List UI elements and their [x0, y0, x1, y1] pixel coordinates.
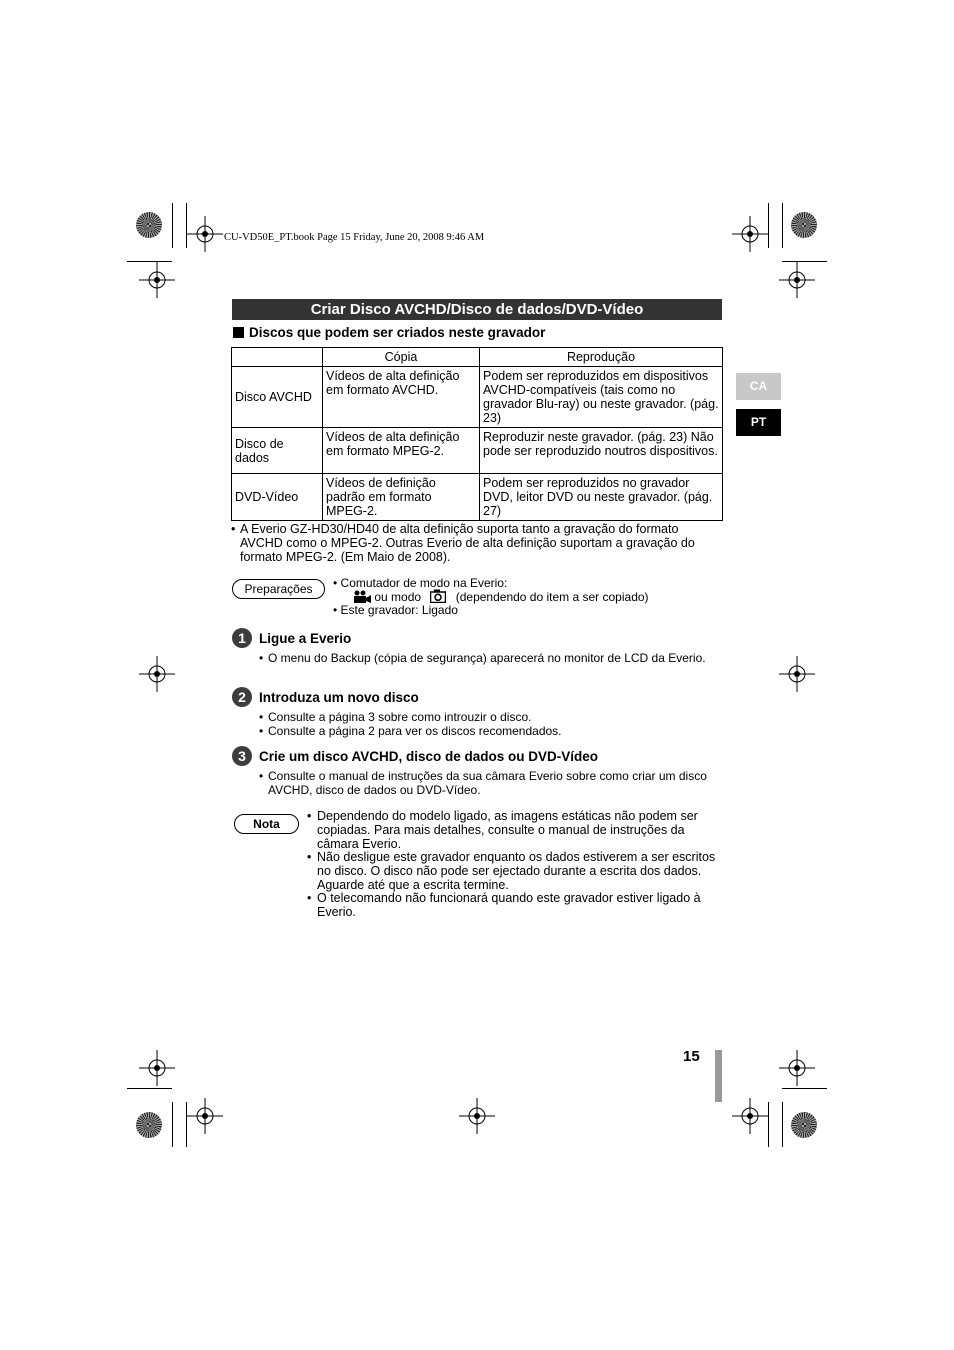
step-bullet — [259, 710, 719, 724]
bullet-icon: • — [307, 850, 312, 864]
preparations-label: Preparações — [232, 579, 325, 599]
registration-mark-icon — [187, 1098, 223, 1134]
color-rosette-icon — [136, 212, 162, 238]
bullet-icon: • — [333, 603, 338, 617]
nota-bullet — [307, 809, 721, 851]
crop-mark — [172, 1102, 173, 1147]
table-cell: Vídeos de alta definição em formato AVCHD. — [323, 367, 480, 428]
prep-mode-note: (dependendo do item a ser copiado) — [455, 590, 649, 604]
step-number-3: 3 — [232, 746, 252, 766]
table-row-head: Disco AVCHD — [232, 367, 323, 428]
crop-mark — [768, 1102, 769, 1147]
subheading — [233, 325, 545, 340]
nota-bullet-text: Não desligue este gravador enquanto os dados estiverem a ser escritos no disco. O disco não pode ser ejectado durante a escrita dos dados. Aguarde até que a escrita termine. — [317, 850, 716, 892]
step-title-3: Crie um disco AVCHD, disco de dados ou DVD-Vídeo — [259, 749, 599, 764]
crop-mark — [782, 1088, 827, 1089]
bullet-icon: • — [333, 576, 338, 590]
crop-mark — [172, 203, 173, 248]
section-title: Criar Disco AVCHD/Disco de dados/DVD-Vídeo — [232, 299, 722, 320]
registration-mark-icon — [187, 216, 223, 252]
still-camera-icon — [430, 589, 446, 603]
step-bullet — [259, 769, 709, 797]
table-header-row — [232, 348, 723, 367]
language-tab-pt: PT — [736, 409, 781, 436]
prep-item — [333, 576, 507, 590]
table-cell: Vídeos de alta definição em formato MPEG-2. — [323, 428, 480, 474]
nota-bullet-text: Dependendo do modelo ligado, as imagens estáticas não podem ser copiadas. Para mais detalhes, consulte o manual de instruções da câmara Everio. — [317, 809, 698, 851]
table-cell: Podem ser reproduzidos em dispositivos AVCHD-compatíveis (tais como no gravador Blu-ray) ou neste gravador. (pág. 23) — [480, 367, 723, 428]
bullet-icon: • — [259, 710, 264, 724]
prep-item-text: Comutador de modo na Everio: — [340, 576, 508, 590]
bullet-icon: • — [259, 769, 264, 783]
registration-mark-icon — [459, 1098, 495, 1134]
registration-mark-icon — [139, 1050, 175, 1086]
nota-label: Nota — [234, 814, 299, 834]
table-row-head: DVD-Vídeo — [232, 474, 323, 521]
crop-mark — [768, 203, 769, 248]
file-header-line: CU-VD50E_PT.book Page 15 Friday, June 20, 2008 9:46 AM — [224, 232, 485, 243]
table-cell: Vídeos de definição padrão em formato MPEG-2. — [323, 474, 480, 521]
color-rosette-icon — [136, 1112, 162, 1138]
table-header-cell — [232, 348, 323, 367]
prep-item — [333, 603, 458, 617]
nota-bullet-text: O telecomando não funcionará quando este gravador estiver ligado à Everio. — [317, 891, 701, 919]
registration-mark-icon — [139, 656, 175, 692]
table-row — [232, 428, 723, 474]
registration-mark-icon — [779, 1050, 815, 1086]
registration-mark-icon — [779, 262, 815, 298]
crop-mark — [782, 203, 783, 248]
table-row — [232, 474, 723, 521]
subheading-text: Discos que podem ser criados neste gravador — [249, 325, 546, 340]
table-header-cell: Cópia — [323, 348, 480, 367]
step-title-1: Ligue a Everio — [259, 631, 352, 646]
table-row-head: Disco de dados — [232, 428, 323, 474]
bullet-icon: • — [231, 522, 236, 536]
page-edge-bar — [715, 1050, 722, 1102]
bullet-icon: • — [307, 891, 312, 905]
prep-mode-text: ou modo — [374, 590, 422, 604]
step-bullet — [259, 724, 719, 738]
table-note-text: A Everio GZ-HD30/HD40 de alta definição suporta tanto a gravação do formato AVCHD como o MPEG-2. Outras Everio de alta definição suportam a gravação do formato MPEG-2. (Em Maio de 2008). — [240, 522, 695, 564]
nota-bullet — [307, 850, 721, 892]
step-bullet-text: Consulte o manual de instruções da sua câmara Everio sobre como criar um disco AVCHD, disco de dados ou DVD-Vídeo. — [268, 769, 707, 797]
crop-mark — [127, 1088, 172, 1089]
registration-mark-icon — [139, 262, 175, 298]
table-header-cell: Reprodução — [480, 348, 723, 367]
step-bullet-text: Consulte a página 3 sobre como introuzir o disco. — [268, 710, 532, 724]
table-cell: Podem ser reproduzidos no gravador DVD, leitor DVD ou neste gravador. (pág. 27) — [480, 474, 723, 521]
step-number-2: 2 — [232, 687, 252, 707]
registration-mark-icon — [732, 1098, 768, 1134]
page-number: 15 — [683, 1048, 700, 1065]
square-bullet-icon — [233, 327, 244, 338]
step-bullet-text: O menu do Backup (cópia de segurança) aparecerá no monitor de LCD da Everio. — [268, 651, 706, 665]
step-bullet — [259, 651, 719, 665]
color-rosette-icon — [791, 1112, 817, 1138]
registration-mark-icon — [779, 656, 815, 692]
registration-mark-icon — [732, 216, 768, 252]
step-title-2: Introduza um novo disco — [259, 690, 419, 705]
table-cell: Reproduzir neste gravador. (pág. 23) Não pode ser reproduzido noutros dispositivos. — [480, 428, 723, 474]
step-number-1: 1 — [232, 628, 252, 648]
language-tab-ca: CA — [736, 373, 781, 400]
disc-types-table — [231, 347, 723, 521]
prep-item-continued — [353, 589, 649, 604]
color-rosette-icon — [791, 212, 817, 238]
table-row — [232, 367, 723, 428]
step-bullet-text: Consulte a página 2 para ver os discos recomendados. — [268, 724, 562, 738]
video-camera-icon — [353, 590, 371, 603]
nota-bullet — [307, 891, 721, 919]
bullet-icon: • — [307, 809, 312, 823]
table-note — [231, 522, 721, 564]
prep-item-text: Este gravador: Ligado — [340, 603, 458, 617]
bullet-icon: • — [259, 724, 264, 738]
crop-mark — [782, 1102, 783, 1147]
bullet-icon: • — [259, 651, 264, 665]
